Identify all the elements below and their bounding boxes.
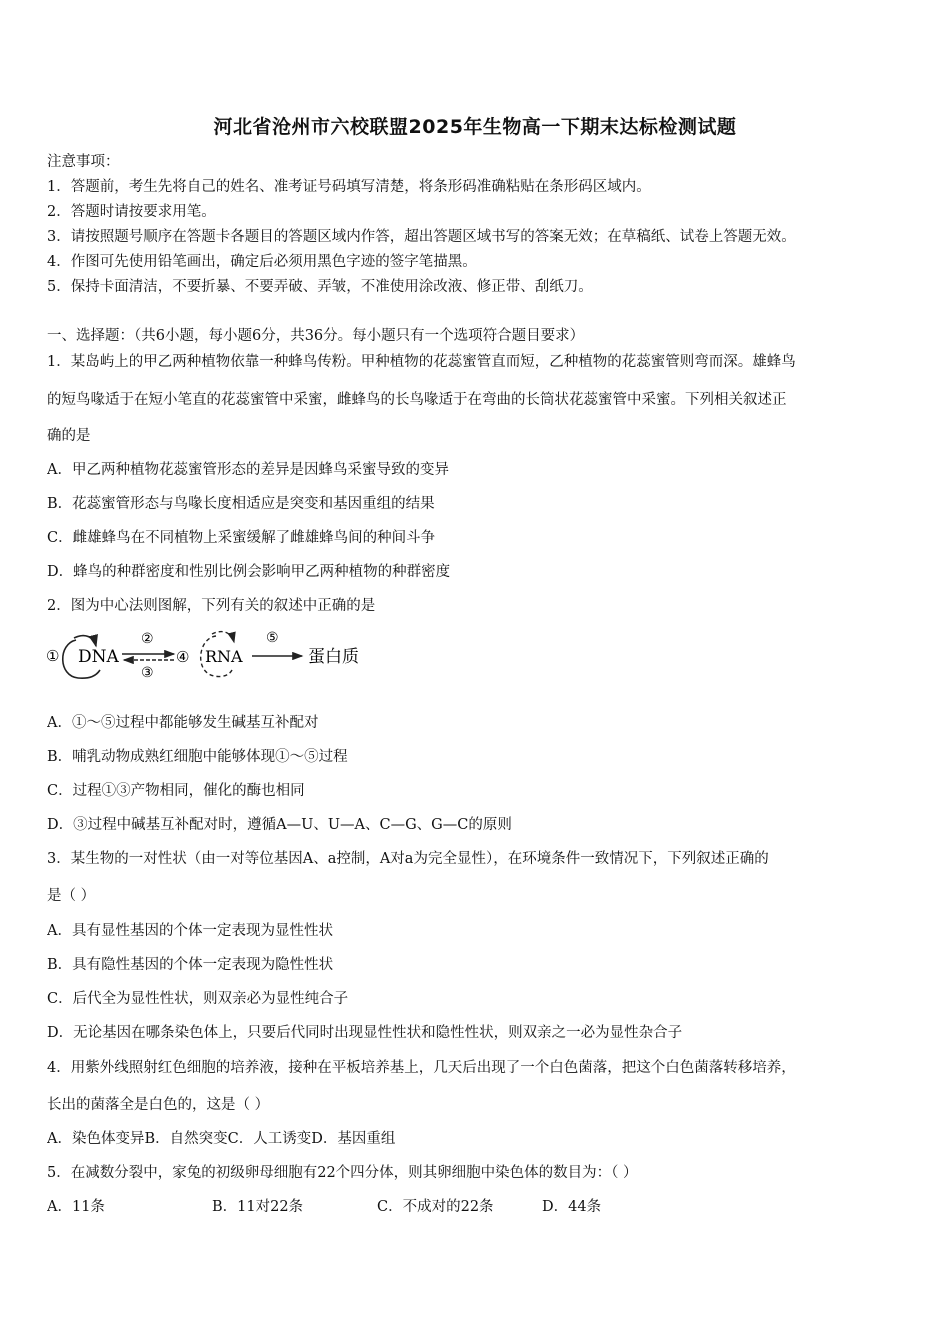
question-1-line: 的短鸟喙适于在短小笔直的花蕊蜜管中采蜜，雌蜂鸟的长鸟喙适于在弯曲的长筒状花蕊蜜管中采蜜。下列相关叙述正 (47, 392, 787, 408)
notice-item: 2．答题时请按要求用笔。 (47, 204, 216, 220)
question-5-option-a: A．11条 (47, 1199, 105, 1215)
question-3-option-d: D．无论基因在哪条染色体上，只要后代同时出现显性性状和隐性性状，则双亲之一必为显性杂合子 (47, 1025, 683, 1041)
question-1-line: 确的是 (47, 428, 91, 444)
section-heading: 一、选择题：（共6小题，每小题6分，共36分。每小题只有一个选项符合题目要求） (47, 328, 585, 344)
label-2: ② (141, 631, 154, 647)
question-2-option-c: C．过程①③产物相同，催化的酶也相同 (47, 783, 305, 799)
question-3-line: 是（ ） (47, 888, 96, 904)
question-4-line: 4．用紫外线照射红色细胞的培养液，接种在平板培养基上，几天后出现了一个白色菌落，把这个白色菌落转移培养， (47, 1060, 796, 1076)
question-2-stem: 2．图为中心法则图解，下列有关的叙述中正确的是 (47, 598, 376, 614)
question-3-line: 3．某生物的一对性状（由一对等位基因A、a控制，A对a为完全显性），在环境条件一致情况下，下列叙述正确的 (47, 851, 769, 867)
notice-item: 5．保持卡面清洁，不要折暴、不要弄破、弄皱，不准使用涂改液、修正带、刮纸刀。 (47, 279, 593, 295)
replication-arrow (74, 636, 96, 646)
question-1-option-b: B．花蕊蜜管形态与鸟喙长度相适应是突变和基因重组的结果 (47, 496, 435, 512)
label-5: ⑤ (266, 630, 279, 646)
page-title: 河北省沧州市六校联盟2025年生物高一下期末达标检测试题 (213, 116, 737, 138)
notice-heading: 注意事项： (47, 154, 120, 170)
question-5-option-c: C．不成对的22条 (377, 1199, 494, 1215)
question-3-option-b: B．具有隐性基因的个体一定表现为隐性性状 (47, 957, 334, 973)
question-2-option-d: D．③过程中碱基互补配对时，遵循A—U、U—A、C—G、G—C的原则 (47, 817, 512, 833)
central-dogma-diagram (44, 624, 374, 684)
question-5-options (47, 1197, 912, 1217)
question-5-option-d: D．44条 (542, 1199, 602, 1215)
question-4-options: A．染色体变异B．自然突变C．人工诱变D．基因重组 (47, 1131, 396, 1147)
question-4-line: 长出的菌落全是白色的，这是（ ） (47, 1097, 270, 1113)
question-3-option-a: A．具有显性基因的个体一定表现为显性性状 (47, 923, 333, 939)
question-1-option-d: D．蜂鸟的种群密度和性别比例会影响甲乙两种植物的种群密度 (47, 564, 451, 580)
question-2-option-a: A．①～⑤过程中都能够发生碱基互补配对 (47, 715, 319, 731)
rna-label: RNA (205, 647, 243, 666)
question-1-option-a: A．甲乙两种植物花蕊蜜管形态的差异是因蜂鸟采蜜导致的变异 (47, 462, 449, 478)
question-5-option-b: B．11对22条 (212, 1199, 304, 1215)
question-1-line: 1．某岛屿上的甲乙两种植物依靠一种蜂鸟传粉。甲种植物的花蕊蜜管直而短，乙种植物的花蕊蜜管则弯而深。雄蜂鸟 (47, 354, 796, 370)
question-3-option-c: C．后代全为显性性状，则双亲必为显性纯合子 (47, 991, 349, 1007)
question-2-option-b: B．哺乳动物成熟红细胞中能够体现①～⑤过程 (47, 749, 348, 765)
label-1: ① (46, 647, 60, 665)
question-5-stem: 5．在减数分裂中，家兔的初级卵母细胞有22个四分体，则其卵细胞中染色体的数目为：（ ） (47, 1165, 638, 1181)
notice-item: 3．请按照题号顺序在答题卡各题目的答题区域内作答，超出答题区域书写的答案无效；在草稿纸、试卷上答题无效。 (47, 229, 796, 245)
dna-label: DNA (78, 647, 119, 667)
question-1-option-c: C．雌雄蜂鸟在不同植物上采蜜缓解了雌雄蜂鸟间的种间斗争 (47, 530, 436, 546)
notice-item: 4．作图可先使用铅笔画出，确定后必须用黑色字迹的签字笔描黑。 (47, 254, 477, 270)
label-3: ③ (141, 665, 154, 681)
label-4: ④ (176, 648, 190, 666)
notice-item: 1．答题前，考生先将自己的姓名、准考证号码填写清楚，将条形码准确粘贴在条形码区域内。 (47, 179, 651, 195)
protein-label: 蛋白质 (308, 647, 359, 667)
